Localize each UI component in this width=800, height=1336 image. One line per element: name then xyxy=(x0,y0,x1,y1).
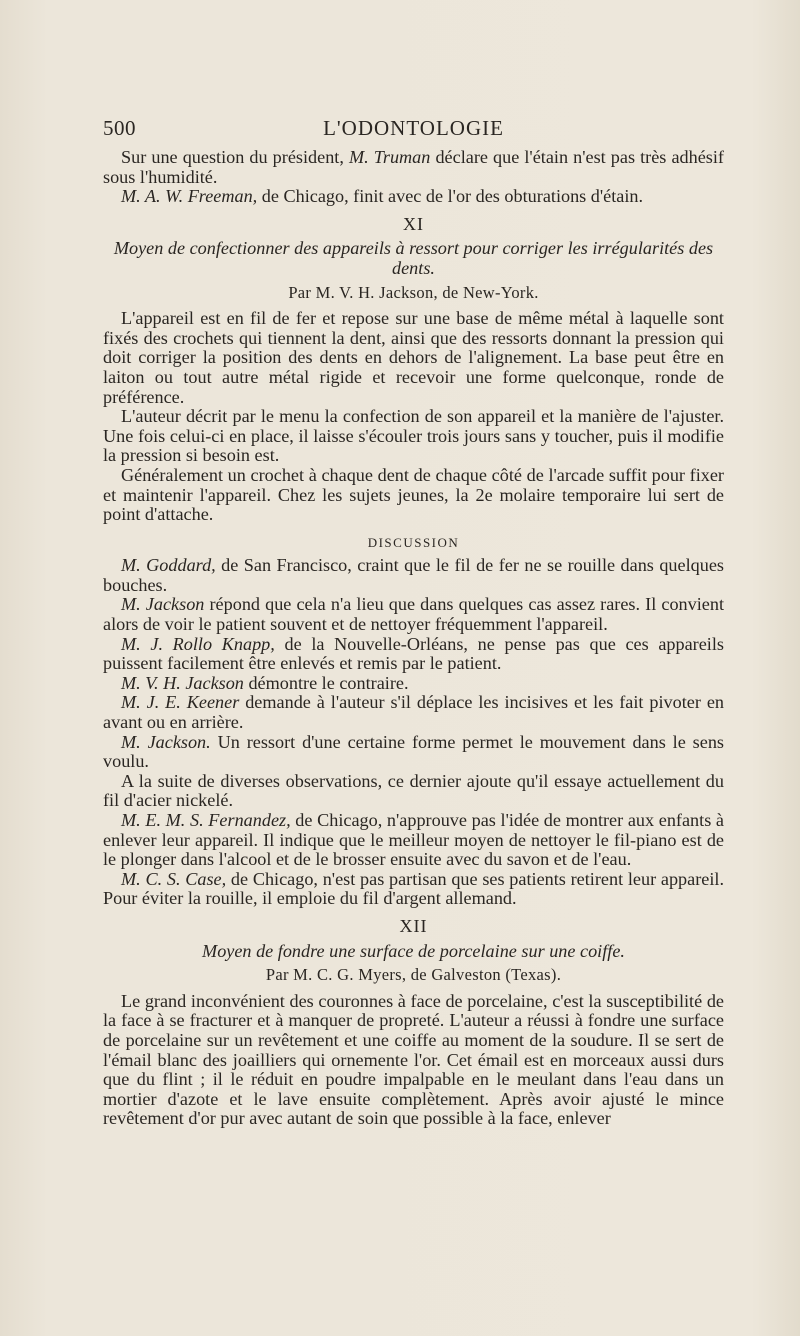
page-body xyxy=(103,148,724,1129)
discussion-entry: M. J. Rollo Knapp, de la Nouvelle-Orléans, ne pense pas que ces appareils puissent facilement être enlevés et remis par le patient. xyxy=(103,633,724,674)
speaker-name: M. Goddard, xyxy=(121,555,216,576)
section-number-xii: XII xyxy=(399,915,428,936)
discussion-entry: M. J. E. Keener demande à l'auteur s'il déplace les incisives et les fait pivoter en avant ou en arrière. xyxy=(103,692,724,733)
page-number: 500 xyxy=(103,116,136,140)
discussion-entry: M. C. S. Case, de Chicago, n'est pas partisan que ses patients retirent leur appareil. Pour éviter la rouille, il emploie du fil d'argent allemand. xyxy=(103,868,724,909)
section-number-xi: XI xyxy=(403,213,424,234)
discussion-entry: A la suite de diverses observations, ce dernier ajoute qu'il essaye actuellement du fil d'acier nickelé. xyxy=(103,770,724,811)
speaker-name: M. Jackson xyxy=(121,594,205,615)
running-title: L'ODONTOLOGIE xyxy=(323,116,504,140)
page-header xyxy=(103,112,724,142)
discussion-entry: M. Jackson répond que cela n'a lieu que dans quelques cas assez rares. Il convient alors de voir le patient souvent et de nettoyer fréquemment l'appareil. xyxy=(103,594,724,635)
discussion-entry: M. Jackson. Un ressort d'une certaine forme permet le mouvement dans le sens voulu. xyxy=(103,731,724,772)
discussion-entry: M. V. H. Jackson démontre le contraire. xyxy=(121,672,409,693)
section-title-xi: Moyen de confectionner des appareils à ressort pour corriger les irrégularités des dents. xyxy=(113,238,714,278)
intro-paragraph-truman: Sur une question du président, M. Truman déclare que l'étain n'est pas très adhésif sous l'humidité. xyxy=(103,147,724,187)
discussion-entry: M. Goddard, de San Francisco, craint que le fil de fer ne se rouille dans quelques bouches. xyxy=(103,555,724,595)
body-paragraph: Généralement un crochet à chaque dent de chaque côté de l'arcade suffit pour fixer et maintenir l'appareil. Chez les sujets jeunes, la 2e molaire temporaire lui sert de point d'attache. xyxy=(103,464,724,525)
speaker-name: M. J. E. Keener xyxy=(121,692,240,713)
speaker-name: M. J. Rollo Knapp, xyxy=(121,633,275,654)
speaker-name: M. Jackson. xyxy=(121,731,211,752)
section-byline-xii: Par M. C. G. Myers, de Galveston (Texas). xyxy=(265,965,562,985)
discussion-heading: DISCUSSION xyxy=(367,534,460,550)
discussion-entry: M. E. M. S. Fernandez, de Chicago, n'approuve pas l'idée de montrer aux enfants à enlever leur appareil. Il indique que le meilleur moyen de nettoyer le fil-piano est de le plonger dans l'alcool et de le brosser ensuite avec du savon et de l'eau. xyxy=(103,810,724,870)
speaker-name: M. C. S. Case, xyxy=(121,868,227,889)
intro-paragraph-freeman: M. A. W. Freeman, de Chicago, finit avec de l'or des obturations d'étain. xyxy=(121,186,644,207)
speaker-name: M. V. H. Jackson xyxy=(121,672,244,693)
section-byline-xi: Par M. V. H. Jackson, de New-York. xyxy=(288,282,539,302)
speaker-name: M. A. W. Freeman, xyxy=(121,186,258,207)
section-title-xii: Moyen de fondre une surface de porcelaine sur une coiffe. xyxy=(202,940,625,961)
body-paragraph: L'appareil est en fil de fer et repose sur une base de même métal à laquelle sont fixés des crochets qui tiennent la dent, ainsi que des ressorts donnant la pression qui doit corriger la position des dents en dehors de l'alignement. La base peut être en laiton ou tout autre métal rigide et recevoir une forme quelconque, ronde de préférence. xyxy=(103,308,724,407)
body-paragraph: L'auteur décrit par le menu la confection de son appareil et la manière de l'ajuster. Une fois celui-ci en place, il laisse s'écouler trois jours sans y toucher, puis il modifie la pression si besoin est. xyxy=(103,406,724,466)
speaker-name: M. Truman xyxy=(348,147,431,167)
speaker-name: M. E. M. S. Fernandez, xyxy=(121,810,291,830)
body-paragraph: Le grand inconvénient des couronnes à face de porcelaine, c'est la susceptibilité de la face à se fracturer et à manquer de propreté. L'auteur a réussi à fondre une surface de porcelaine sur un revêtement et une coiffe au moment de la soudure. Il se sert de l'émail blanc des joailliers qui ornemente l'or. Cet émail est en morceaux aussi durs que du flint ; il le réduit en poudre impalpable en le meulant dans l'eau dans un mortier d'azote et le lave ensuite complètement. Après avoir ajusté le mince revêtement d'or pur avec autant de soin que possible à la face, enlever xyxy=(103,990,724,1129)
